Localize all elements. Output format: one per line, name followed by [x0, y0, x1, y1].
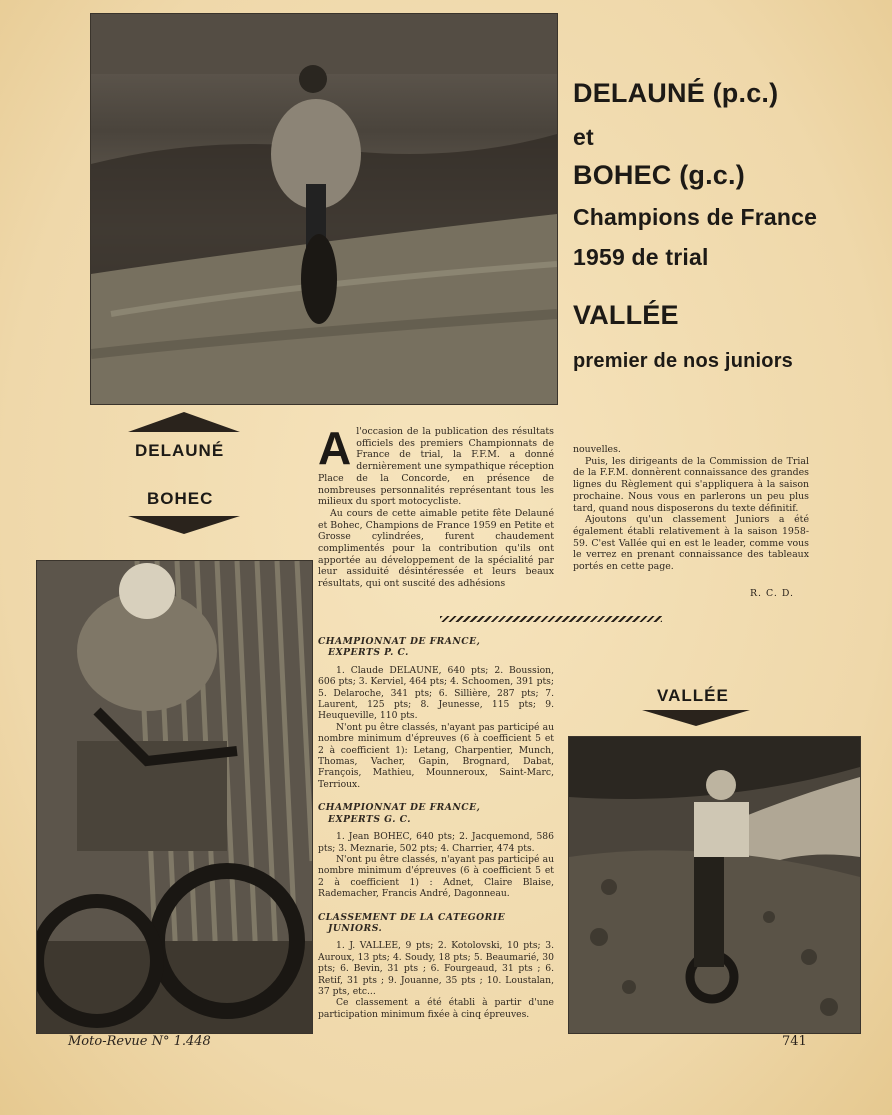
tag-bohec: BOHEC — [147, 489, 214, 508]
arrow-down-icon — [642, 710, 750, 726]
article-paragraph: Puis, les dirigeants de la Commission de Trial de la F.F.M. donnèrent connaissance des grandes lignes du Règlement qui s'appliquera à la saison prochaine. Nous vous en parlerons un peu plus tard, quand nous disposerons du texte définitif. — [573, 455, 809, 514]
headline-et: et — [573, 124, 594, 150]
article-paragraph: nouvelles. — [573, 444, 621, 455]
article-paragraph: Au cours de cette aimable petite fête Delauné et Bohec, Champions de France 1959 en Petite et Grosse cylindrées, furent chaudement complimentés pour la contribution qu'ils ont apportée au développement de la spécialité par leur assiduité désintéressée et leurs beaux résultats, qui ont suscité des adhésions — [318, 507, 554, 590]
article-paragraph: Ajoutons qu'un classement Juniors a été également établi relativement à la saison 1958-59. C'est Vallée qui en est le leader, comme vous le verrez en prenant connaissance des tableaux portés en cette page. — [573, 514, 809, 573]
headline-year: 1959 de trial — [573, 244, 709, 270]
results-pc-subtitle: EXPERTS P. C. — [328, 647, 409, 659]
results-gc-subtitle: EXPERTS G. C. — [328, 813, 411, 825]
results-column — [318, 636, 554, 1020]
arrow-down-icon — [128, 516, 240, 534]
results-junior-subtitle: JUNIORS. — [328, 922, 383, 934]
results-junior-note: Ce classement a été établi à partir d'une participation minimum fixée à cinq épreuves. — [318, 997, 554, 1020]
results-pc-note: N'ont pu être classés, n'ayant pas participé au nombre minimum d'épreuves (6 à coefficient 5 et 2 à coefficient 1): Letang, Charpentier, Munch, Thomas, Vacher, Gapin, Brognard, Dabat, François, Mathieu, Mounneroux, Saint-Marc, Terrioux. — [318, 721, 554, 790]
results-gc-ranking: 1. Jean BOHEC, 640 pts; 2. Jacquemond, 586 pts; 3. Meznarie, 502 pts; 4. Charrier, 474 pts. — [318, 831, 554, 854]
article-column-1 — [318, 422, 554, 590]
results-pc-ranking: 1. Claude DELAUNE, 640 pts; 2. Boussion, 606 pts; 3. Kerviel, 464 pts; 4. Schoomen, 391 pts; 5. Delaroche, 341 pts; 6. Sillière, 287 pts; 7. Laurent, 125 pts; 8. Jeunesse, 115 pts; 9. Heuqueville, 110 pts. — [318, 664, 554, 722]
article-column-2 — [573, 444, 809, 573]
article-signature: R. C. D. — [750, 588, 794, 599]
headline-vallee: VALLÉE — [573, 300, 679, 330]
results-junior-ranking: 1. J. VALLEE, 9 pts; 2. Kotolovski, 10 pts; 3. Auroux, 13 pts; 4. Soudy, 18 pts; 5. Beaumarié, 30 pts; 6. Bevin, 31 pts ; 6. Fourgeaud, 31 pts ; 6. Retif, 31 pts ; 9. Jouanne, 35 pts ; 10. Loustalan, 37 pts, etc... — [318, 940, 554, 997]
tag-vallee: VALLÉE — [657, 686, 729, 705]
dropcap: A — [318, 422, 352, 474]
photo-vallee — [568, 736, 861, 1034]
divider-rule — [440, 616, 662, 622]
headline-delaune: DELAUNÉ (p.c.) — [573, 78, 779, 108]
results-junior-title: CLASSEMENT DE LA CATEGORIE — [318, 911, 506, 923]
results-pc-title: CHAMPIONNAT DE FRANCE, — [318, 636, 481, 647]
headline-champions: Champions de France — [573, 204, 818, 230]
headline-juniors: premier de nos juniors — [573, 350, 794, 372]
photo-delaune-crowd — [90, 13, 558, 405]
photo-bohec — [36, 560, 313, 1034]
footer-page-number: 741 — [782, 1034, 807, 1049]
arrow-up-icon — [128, 412, 240, 432]
headline-bohec: BOHEC (g.c.) — [573, 160, 745, 190]
results-gc-note: N'ont pu être classés, n'ayant pas participé au nombre minimum d'épreuves (6 à coefficient 5 et 2 à coefficient 1) : Adnet, Claire Blaise, Rademacher, Francis André, Dagonneau. — [318, 853, 554, 900]
footer-publication: Moto-Revue N° 1.448 — [68, 1034, 211, 1049]
results-gc-title: CHAMPIONNAT DE FRANCE, — [318, 802, 481, 814]
tag-delaune: DELAUNÉ — [135, 441, 225, 460]
article-paragraph: l'occasion de la publication des résultats officiels des premiers Championnats de France de trial, la F.F.M. a donné dernièrement une sympathique réception Place de la Concorde, en présence de nombreuses personnalités représentant tous les milieux du sport motocycliste. — [318, 426, 554, 508]
